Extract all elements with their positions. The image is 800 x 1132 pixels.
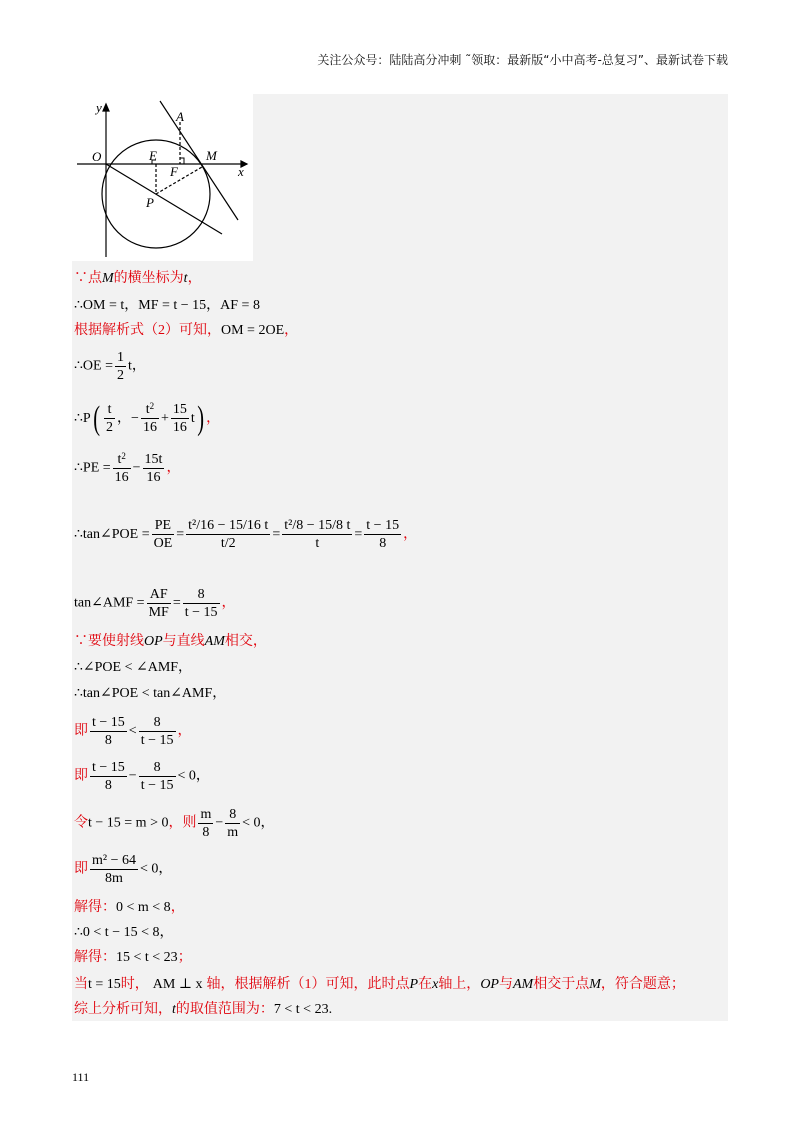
line-6: ∴PE = $\frac{t^2}{16}$ − $\frac{15t}{16}$ ， [74, 451, 181, 485]
line-13: 即 $\frac{t - 15}{8}$ − $\frac{8}{t - 15}$ < 0， [74, 760, 210, 793]
segment-pm [156, 167, 202, 194]
line-1: ∵点M的横坐标为t， [74, 271, 202, 286]
line-4: ∴OE = $\frac{1}{2}$ t， [74, 350, 146, 383]
line-20: 综上分析可知，t的取值范围为：7 < t < 23. [74, 1002, 333, 1017]
line-19: 当t = 15时， AM ⊥ x 轴，根据解析（1）可知，此时点P在x轴上，OP与AM相交于点M，符合题意； [74, 977, 685, 992]
y-axis-arrow [103, 104, 109, 111]
line-8: tan∠AMF = $\frac{AF}{MF}$ = $\frac{8}{t - 15}$ ， [74, 587, 236, 620]
line-12: 即 $\frac{t - 15}{8}$ < $\frac{8}{t - 15}$ ， [74, 715, 192, 748]
line-15: 即 $\frac{\text{m² − 64}}{8m}$ < 0， [74, 853, 173, 886]
fraction: $\frac{1}{2}$ [116, 350, 124, 383]
line-11: ∴tan∠POE < tan∠AMF， [74, 686, 227, 701]
page-header: 关注公众号：陆陆高分冲刺 ˜领取：最新版“小中高考-总复习”、最新试卷下载 [317, 53, 728, 67]
page-number: 111 [72, 1070, 90, 1084]
label-y: y [96, 100, 102, 115]
label-o: O [92, 149, 102, 164]
label-x: x [238, 164, 244, 179]
label-e: E [149, 148, 157, 163]
geometry-figure [72, 94, 253, 261]
line-17: ∴0 < t − 15 < 8， [74, 925, 174, 940]
right-angle-f [180, 158, 184, 164]
line-3: 根据解析式（2）可知，OM = 2OE， [74, 323, 299, 338]
ray-op [106, 164, 222, 234]
line-7: ∴tan∠POE = $\frac{PE}{OE}$ = $\frac{\text{t²/16 − 15/16 t}}{t/2}$ = $\frac{\text{t²/8 − 15/8 t}}{t}$ = $\frac{t - 15}{8}$ ， [74, 518, 418, 552]
line-10: ∴∠POE < ∠AMF， [74, 660, 193, 675]
line-9: ∵要使射线OP与直线AM相交， [74, 634, 267, 649]
label-p: P [146, 195, 154, 210]
line-2: ∴OM = t，MF = t − 15，AF = 8 [74, 298, 260, 313]
line-am [160, 101, 238, 220]
label-a: A [176, 109, 184, 124]
circle-diagram [72, 94, 253, 261]
line-18: 解得：15 < t < 23； [74, 950, 192, 965]
label-m: M [206, 148, 217, 163]
line-14: 令t − 15 = m > 0，则 $\frac{m}{8}$ − $\frac{8}{m}$ < 0， [74, 807, 275, 840]
label-f: F [170, 164, 178, 179]
line-5: ∴P( $\frac{t}{2}$ ，− $\frac{t^2}{16}$ + $\frac{15}{16}$ t) ， [74, 399, 221, 437]
line-16: 解得：0 < m < 8， [74, 900, 185, 915]
